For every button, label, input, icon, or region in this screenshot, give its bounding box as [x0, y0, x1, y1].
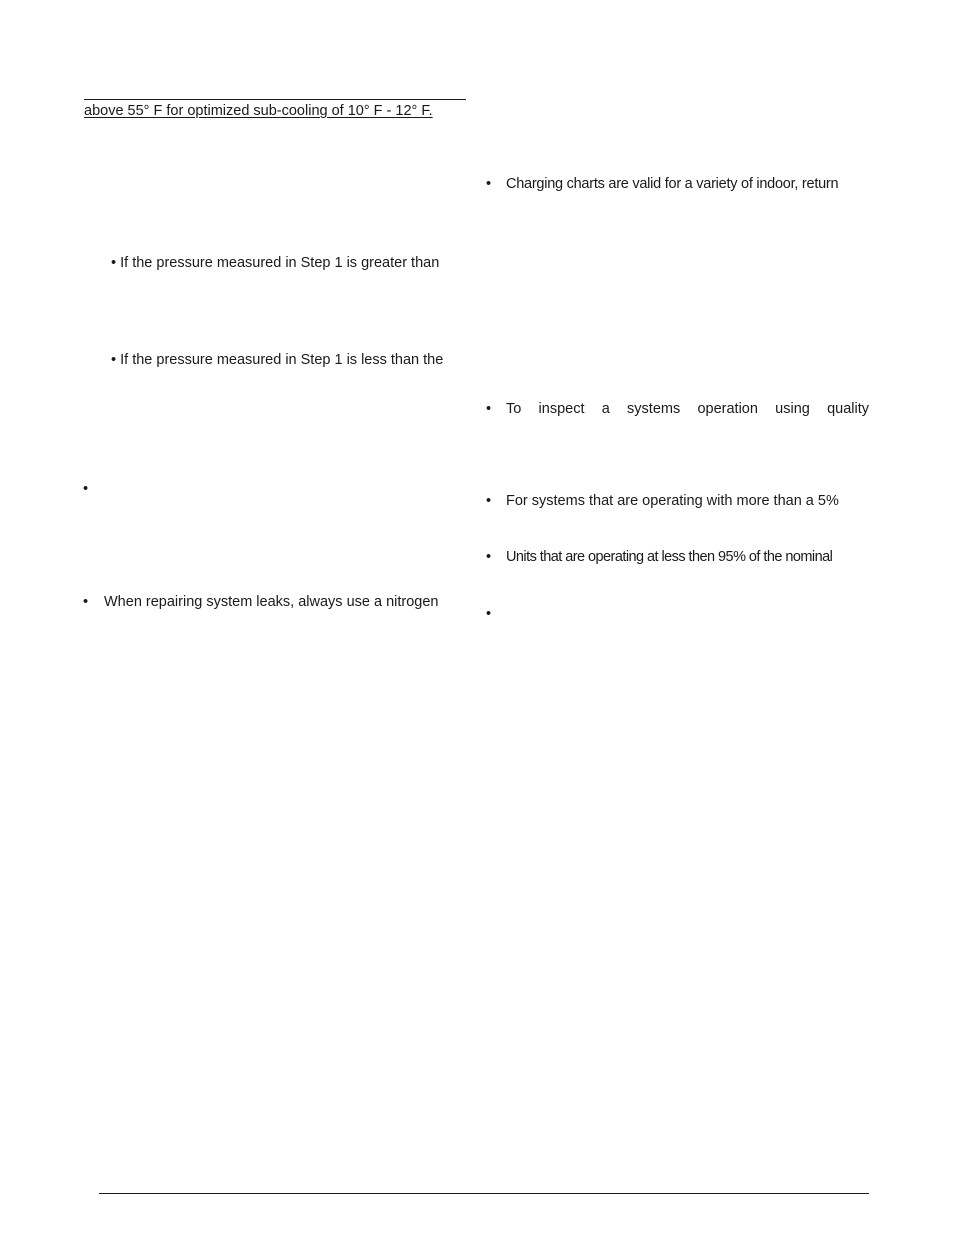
bullet-marker: • [486, 606, 492, 622]
top-rule [84, 99, 466, 100]
sub-bullet-less: • If the pressure measured in Step 1 is less than the [111, 352, 444, 368]
footer-rule [99, 1193, 869, 1194]
bullet-marker: • [486, 176, 492, 192]
bullet-marker: • [83, 594, 89, 610]
bullet-text-inspect: To inspect a systems operation using quality [506, 401, 869, 417]
bullet-marker: • [486, 401, 492, 417]
sub-bullet-greater: • If the pressure measured in Step 1 is greater than [111, 255, 440, 271]
heading-note: above 55° F for optimized sub-cooling of 10° F - 12° F. [84, 103, 433, 119]
bullet-marker: • [486, 493, 492, 509]
bullet-marker: • [83, 481, 89, 497]
bullet-text-charging-charts: Charging charts are valid for a variety of indoor, return [506, 176, 839, 192]
bullet-text-nominal: Units that are operating at less then 95% of the nominal [506, 549, 833, 565]
bullet-text-leak-repair: When repairing system leaks, always use a nitrogen [104, 594, 439, 610]
bullet-marker: • [486, 549, 492, 565]
bullet-text-five-percent: For systems that are operating with more than a 5% [506, 493, 839, 509]
